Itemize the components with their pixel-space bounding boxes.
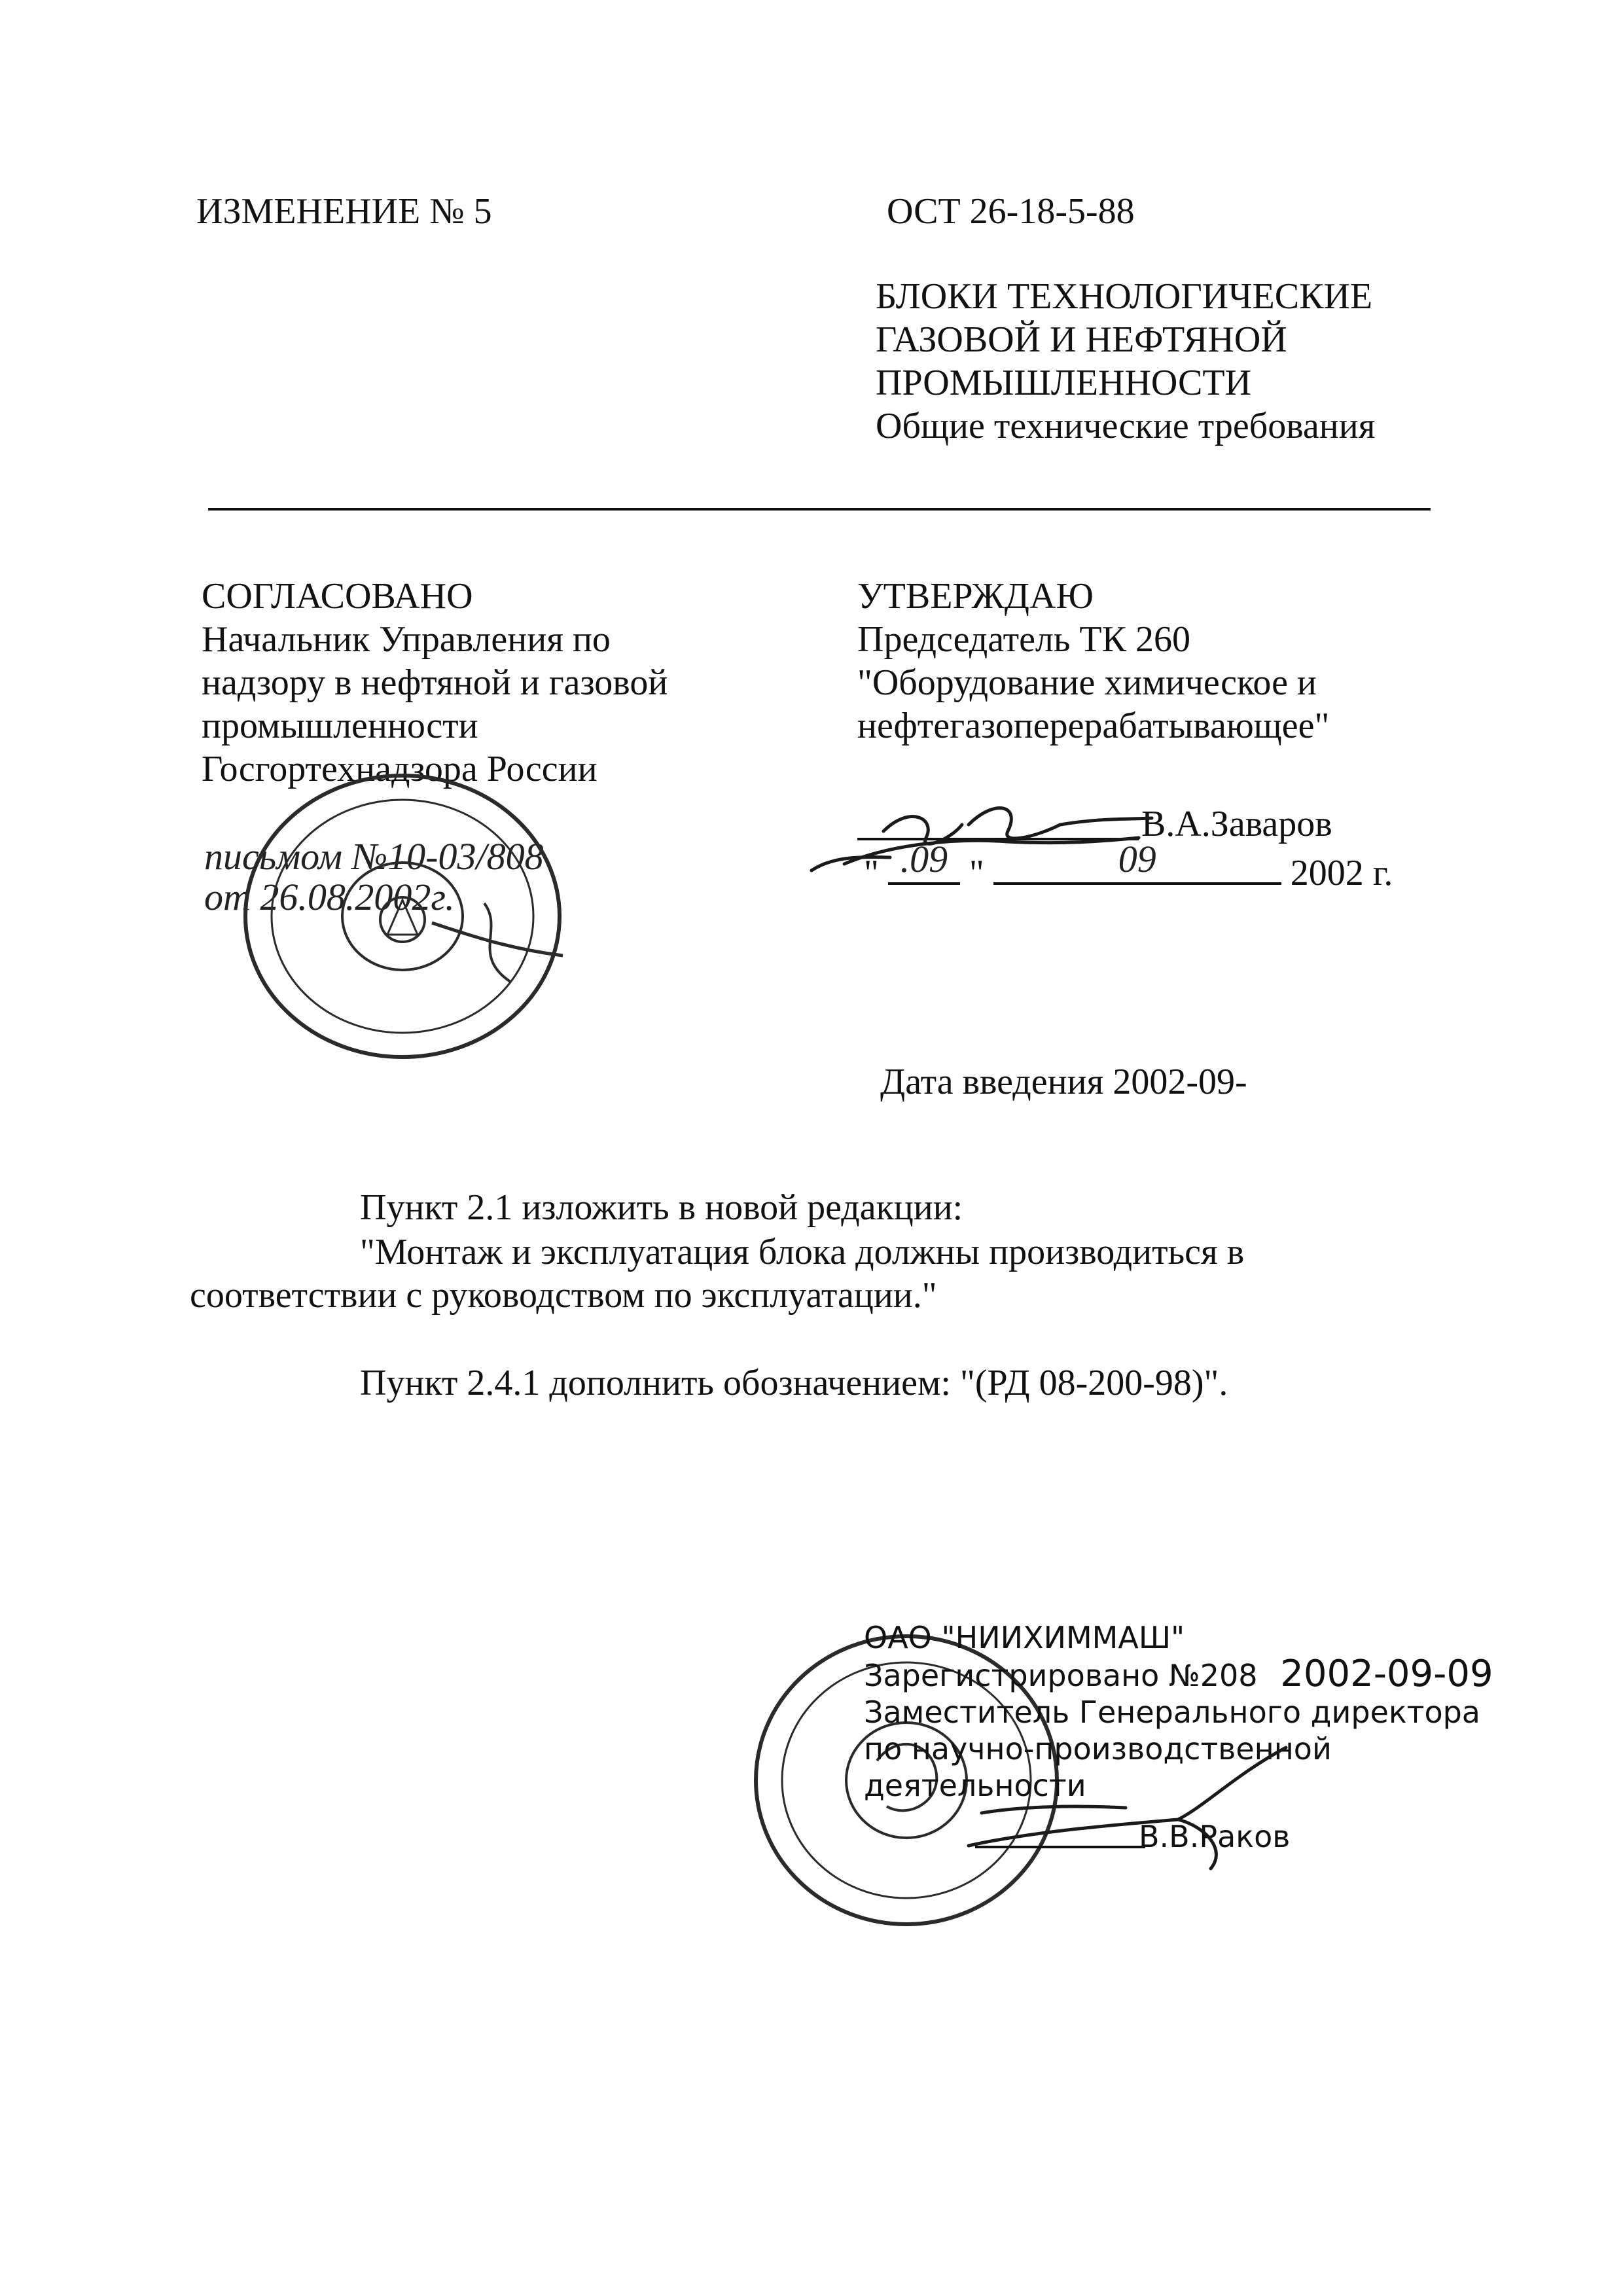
- gosgortekhnadzor-seal-stamp: [236, 759, 576, 1060]
- agreed-line: надзору в нефтяной и газовой: [202, 662, 668, 703]
- approved-line: Председатель ТК 260: [857, 619, 1190, 660]
- document-title: [876, 275, 1375, 448]
- approved-line: "Оборудование химическое и: [857, 662, 1317, 703]
- change-number: ИЗМЕНЕНИЕ № 5: [196, 191, 492, 232]
- date-open-quote: ": [864, 853, 879, 893]
- introduction-date: Дата введения 2002-09-: [880, 1062, 1247, 1102]
- agreed-line: Госгортехнадзора России: [202, 749, 597, 789]
- date-close-quote: ": [969, 853, 984, 893]
- letter-number: письмом №10-03/808: [204, 835, 544, 878]
- registration-position: деятельности: [864, 1768, 1086, 1803]
- approval-date: [864, 838, 1393, 895]
- registration-record: [864, 1653, 1493, 1695]
- standard-code: ОСТ 26-18-5-88: [887, 191, 1135, 232]
- registrar-name: В.В.Раков: [1139, 1819, 1291, 1854]
- clause-2-1-heading: Пункт 2.1 изложить в новой редакции:: [360, 1187, 963, 1228]
- registration-position: Заместитель Генерального директора: [864, 1695, 1480, 1730]
- registration-date: 2002-09-09: [1280, 1653, 1493, 1695]
- header-divider: [208, 508, 1431, 511]
- date-year: 2002 г.: [1290, 853, 1393, 893]
- approved-heading: УТВЕРЖДАЮ: [857, 576, 1094, 617]
- title-line: БЛОКИ ТЕХНОЛОГИЧЕСКИЕ: [876, 276, 1373, 317]
- date-month-blank: [993, 838, 1281, 885]
- registration-org: ОАО "НИИХИММАШ": [864, 1620, 1185, 1655]
- clause-2-1-text-continued: соответствии с руководством по эксплуатации.": [190, 1275, 937, 1316]
- approved-block: [857, 575, 1329, 747]
- agreed-heading: СОГЛАСОВАНО: [202, 576, 473, 617]
- date-day-blank: [888, 838, 960, 885]
- registrar-handwritten-signature: [929, 1734, 1296, 1878]
- title-line: ГАЗОВОЙ И НЕФТЯНОЙ: [876, 319, 1287, 360]
- date-month: 09: [1118, 838, 1156, 880]
- date-day: .09: [900, 838, 948, 880]
- agreed-line: промышленности: [202, 706, 478, 746]
- title-line: ПРОМЫШЛЕННОСТИ: [876, 363, 1252, 403]
- registration-position: по научно-производственной: [864, 1731, 1332, 1767]
- approved-line: нефтегазоперерабатывающее": [857, 706, 1330, 746]
- approver-name: В.А.Заваров: [1141, 804, 1332, 844]
- agreed-line: Начальник Управления по: [202, 619, 611, 660]
- clause-2-4-1-text: Пункт 2.4.1 дополнить обозначением: "(РД 08-200-98)".: [360, 1363, 1228, 1403]
- registration-number: Зарегистрировано №208: [864, 1658, 1258, 1693]
- document-subtitle: Общие технические требования: [876, 406, 1376, 446]
- letter-date: от 26.08.2002г.: [204, 876, 455, 918]
- agreed-block: [202, 575, 668, 791]
- clause-2-1-text: "Монтаж и эксплуатация блока должны производиться в: [360, 1232, 1245, 1272]
